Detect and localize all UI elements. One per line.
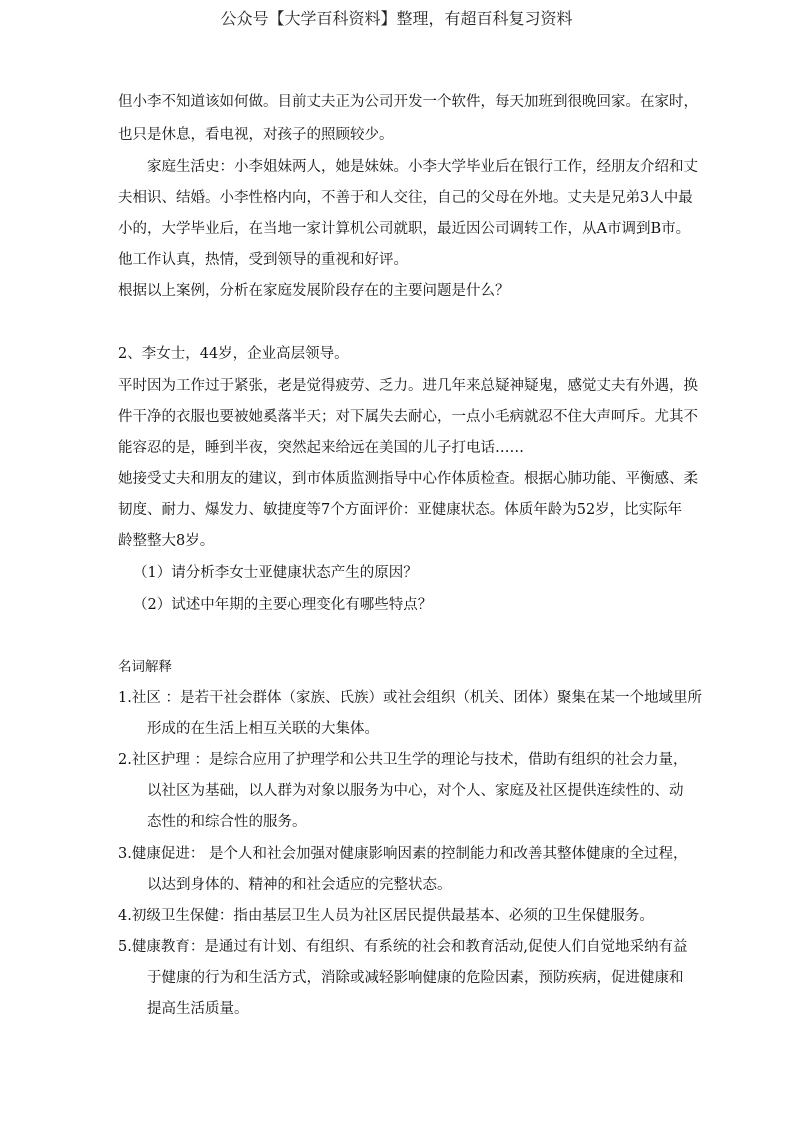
term-1-line-1: 1.社区 ：是若干社会群体（家族、氏族）或社会组织（机关、团体）聚集在某一个地域里所 bbox=[118, 690, 702, 706]
case1-question: 根据以上案例，分析在家庭发展阶段存在的主要问题是什么？ bbox=[118, 283, 510, 299]
case1-line-5: 小的，大学毕业后，在当地一家计算机公司就职，最近因公司调转工作，从A市调到B市。 bbox=[118, 221, 691, 237]
term-5-line-1: 5.健康教育：是通过有计划、有组织、有系统的社会和教育活动,促使人们自觉地采纳有益 bbox=[118, 939, 688, 955]
case2-line-5: 韧度、耐力、爆发力、敏捷度等7个方面评价：亚健康状态。体质年龄为52岁，比实际年 bbox=[118, 502, 683, 518]
case1-line-3: 家庭生活史：小李姐妹两人，她是妹妹。小李大学毕业后在银行工作，经朋友介绍和丈 bbox=[147, 159, 698, 175]
term-4-line-1: 4.初级卫生保健：指由基层卫生人员为社区居民提供最基本、必须的卫生保健服务。 bbox=[118, 908, 654, 924]
page-header: 公众号【大学百科资料】整理，有超百科复习资料 bbox=[220, 9, 573, 28]
terms-heading: 名词解释 bbox=[118, 659, 172, 675]
term-1-line-2: 形成的在生活上相互关联的大集体。 bbox=[147, 721, 379, 737]
term-2-line-2: 以社区为基础，以人群为对象以服务为中心，对个人、家庭及社区提供连续性的、动 bbox=[147, 783, 684, 799]
term-5-line-2: 于健康的行为和生活方式，消除或减轻影响健康的危险因素，预防疾病，促进健康和 bbox=[147, 970, 684, 986]
case2-title: 2、李女士，44岁，企业高层领导。 bbox=[118, 346, 349, 362]
case2-question-1: （1）请分析李女士亚健康状态产生的原因？ bbox=[133, 565, 418, 581]
case2-question-2: （2）试述中年期的主要心理变化有哪些特点？ bbox=[133, 597, 433, 613]
case2-line-4: 她接受丈夫和朋友的建议，到市体质监测指导中心作体质检查。根据心肺功能、平衡感、柔 bbox=[118, 471, 698, 487]
case1-line-6: 他工作认真，热情，受到领导的重视和好评。 bbox=[118, 252, 408, 268]
term-3-line-1: 3.健康促进： 是个人和社会加强对健康影响因素的控制能力和改善其整体健康的全过程， bbox=[118, 846, 688, 862]
case1-line-2: 也只是休息，看电视，对孩子的照顾较少。 bbox=[118, 127, 394, 143]
case2-line-3: 能容忍的是，睡到半夜，突然起来给远在美国的儿子打电话…… bbox=[118, 440, 524, 456]
term-5-line-3: 提高生活质量。 bbox=[147, 1001, 249, 1017]
case2-line-6: 龄整整大8岁。 bbox=[118, 533, 215, 549]
case1-line-1: 但小李不知道该如何做。目前丈夫正为公司开发一个软件，每天加班到很晚回家。在家时， bbox=[118, 94, 698, 110]
term-2-line-3: 态性的和综合性的服务。 bbox=[147, 814, 307, 830]
case2-line-1: 平时因为工作过于紧张，老是觉得疲劳、乏力。进几年来总疑神疑鬼，感觉丈夫有外遇，换 bbox=[118, 378, 698, 394]
term-2-line-1: 2.社区护理 ：是综合应用了护理学和公共卫生学的理论与技术，借助有组织的社会力量， bbox=[118, 752, 688, 768]
term-3-line-2: 以达到身体的、精神的和社会适应的完整状态。 bbox=[147, 877, 452, 893]
case2-line-2: 件干净的衣服也要被她奚落半天；对下属失去耐心，一点小毛病就忍不住大声呵斥。尤其不 bbox=[118, 409, 698, 425]
case1-line-4: 夫相识、结婚。小李性格内向，不善于和人交往，自己的父母在外地。丈夫是兄弟3人中最 bbox=[118, 190, 693, 206]
